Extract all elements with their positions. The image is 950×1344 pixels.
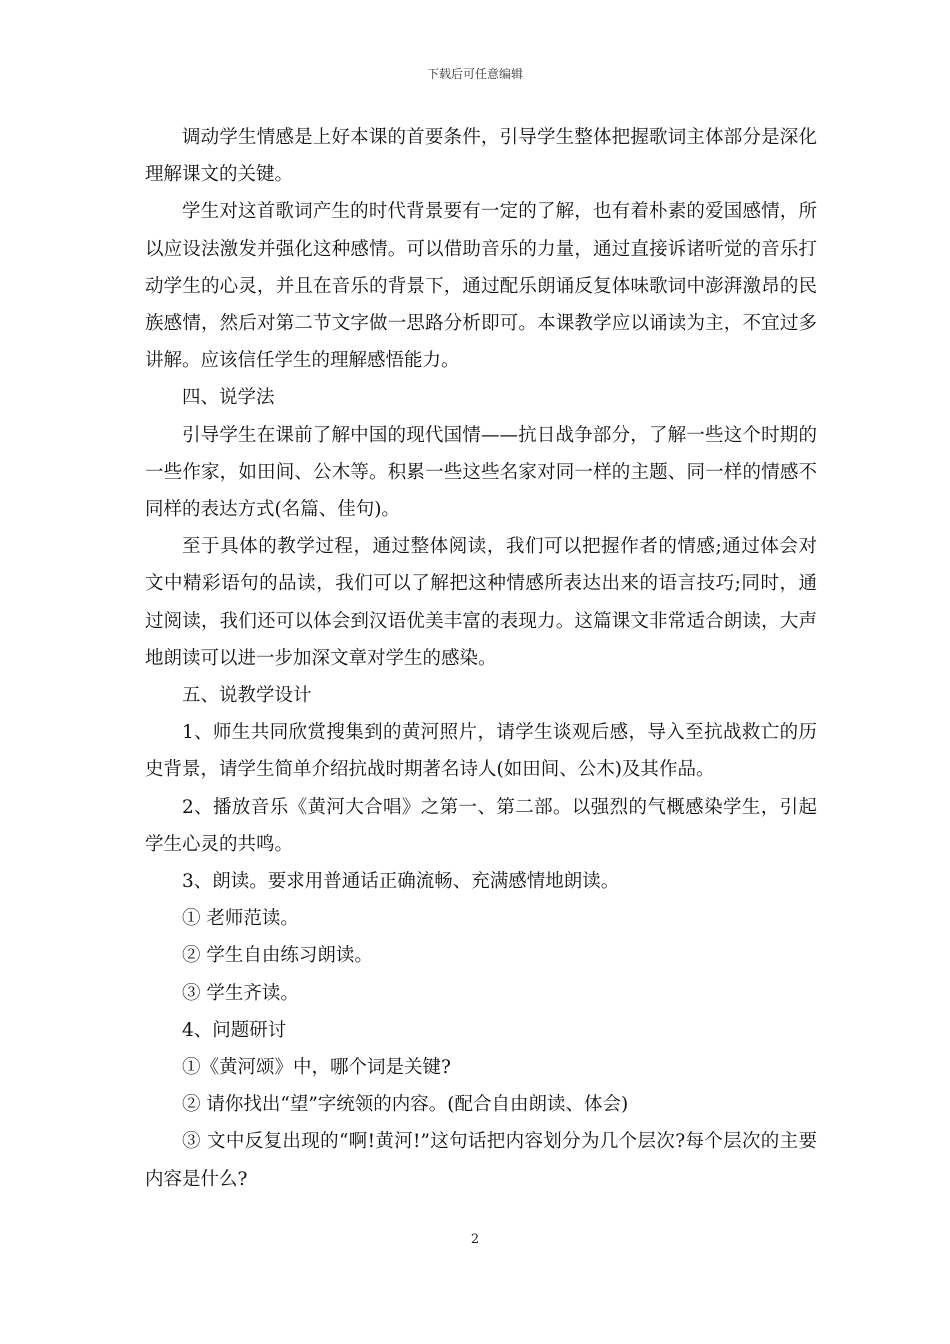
document-body (145, 119, 817, 1198)
page-number: 2 (470, 1232, 480, 1247)
sub-list-item: ③ 学生齐读。 (182, 982, 299, 1004)
section-heading: 五、说教学设计 (182, 685, 312, 707)
paragraph: 调动学生情感是上好本课的首要条件，引导学生整体把握歌词主体部分是深化理解课文的关键。 (145, 127, 817, 186)
sub-list-item: ①《黄河颂》中，哪个词是关键? (182, 1057, 451, 1079)
paragraph: 引导学生在课前了解中国的现代国情——抗日战争部分，了解一些这个时期的一些作家，如田间、公木等。积累一些这些名家对同一样的主题、同一样的情感不同样的表达方式(名篇、佳句)。 (145, 424, 817, 521)
list-item: 1、师生共同欣赏搜集到的黄河照片，请学生谈观后感，导入至抗战救亡的历史背景，请学生简单介绍抗战时期著名诗人(如田间、公木)及其作品。 (145, 722, 817, 781)
paragraph: 学生对这首歌词产生的时代背景要有一定的了解，也有着朴素的爱国感情，所以应设法激发并强化这种感情。可以借助音乐的力量，通过直接诉诸听觉的音乐打动学生的心灵，并且在音乐的背景下，通过配乐朗诵反复体味歌词中澎湃激昂的民族感情，然后对第二节文字做一思路分析即可。本课教学应以诵读为主，不宜过多讲解。应该信任学生的理解感悟能力。 (145, 201, 817, 372)
list-item: 3、朗读。要求用普通话正确流畅、充满感情地朗读。 (182, 871, 620, 893)
list-item: 2、播放音乐《黄河大合唱》之第一、第二部。以强烈的气概感染学生，引起学生心灵的共鸣。 (145, 796, 817, 855)
list-item: 4、问题研讨 (182, 1019, 287, 1041)
sub-list-item: ② 学生自由练习朗读。 (182, 945, 373, 967)
sub-list-item: ② 请你找出“望”字统领的内容。(配合自由朗读、体会) (182, 1094, 629, 1116)
paragraph: 至于具体的教学过程，通过整体阅读，我们可以把握作者的情感;通过体会对文中精彩语句的品读，我们可以了解把这种情感所表达出来的语言技巧;同时，通过阅读，我们还可以体会到汉语优美丰富的表现力。这篇课文非常适合朗读，大声地朗读可以进一步加深文章对学生的感染。 (145, 536, 817, 669)
section-heading: 四、说学法 (182, 387, 275, 409)
page-header-note: 下载后可任意编辑 (426, 67, 523, 81)
sub-list-item: ③ 文中反复出现的“啊!黄河!”这句话把内容划分为几个层次?每个层次的主要内容是什么? (145, 1131, 817, 1190)
sub-list-item: ① 老师范读。 (182, 908, 299, 930)
